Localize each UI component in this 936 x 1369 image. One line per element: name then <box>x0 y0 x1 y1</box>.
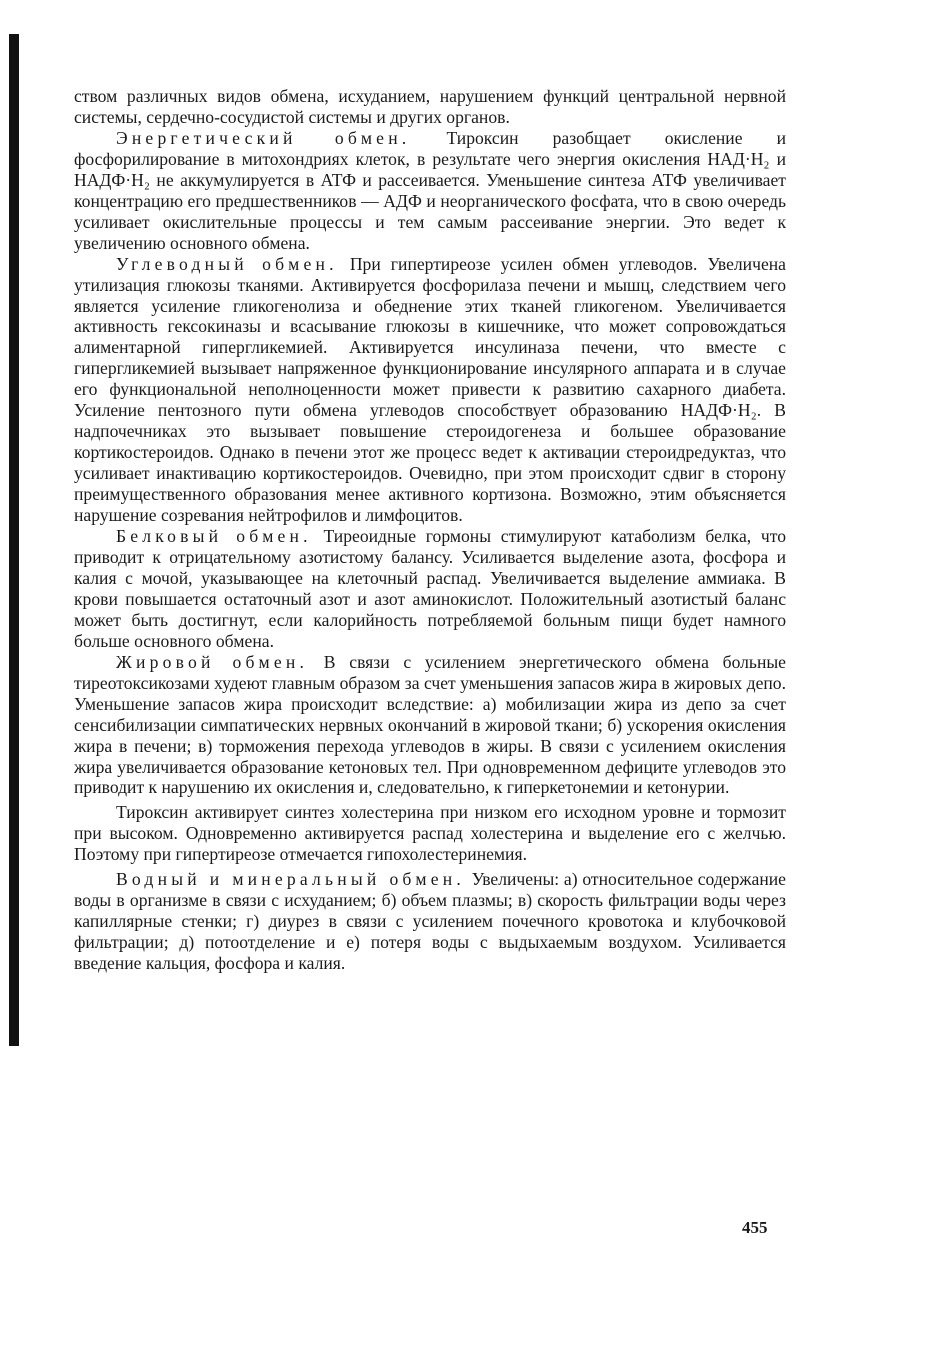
scan-margin-bar <box>9 34 19 1046</box>
paragraph-carbohydrate-metabolism <box>74 254 786 526</box>
paragraph-heading: Водный и минеральный обмен. <box>116 869 465 890</box>
paragraph-heading: Белковый обмен. <box>116 526 312 547</box>
paragraph-continuation <box>74 86 786 128</box>
paragraph-text: ством различных видов обмена, исхуданием, нарушением функций центральной нервной системы, сердечно-сосудистой системы и других органов. <box>74 86 786 127</box>
page-body <box>74 86 786 974</box>
paragraph-text: Увеличены: а) относительное содержание воды в организме в связи с исхуданием; б) объем плазмы; в) скорость фильтрации воды через капиллярные стенки; г) диурез в связи с усилением почечного кровотока и клубочковой фильтрации; д) потоотделение и е) потеря воды с выдыхаемым воздухом. Усиливается введение кальция, фосфора и калия. <box>74 869 786 974</box>
paragraph-text: В связи с усилением энергетического обмена больные тиреотоксикозами худеют главным образом за счет уменьшения запасов жира в жировых депо. Уменьшение запасов жира происходит вследствие: а) мобилизации жира из депо за счет сенсибилизации симпатических нервных окончаний в жировой ткани; б) ускорения окисления жира в печени; в) торможения перехода углеводов в жиры. В связи с усилением окисления жира увеличивается образование кетоновых тел. При одновременном дефиците углеводов это приводит к нарушению их окисления и, следовательно, к гиперкетонемии и кетонурии. <box>74 651 786 798</box>
paragraph-text: При гипертиреозе усилен обмен углеводов. Увеличена утилизация глюкозы тканями. Активируется фосфорилаза печени и мышц, следствием чего является усиление гликогенолиза и обеднение этих тканей гликогеном. Увеличивается активность гексокиназы и всасывание глюкозы в кишечнике, что может сопровождаться алиментарной гипергликемией. Активируется инсулиназа печени, что вместе с гипергликемией вызывает напряженное функционирование инсулярного аппарата и в случае его функциональной неполноценности может привести к развитию сахарного диабета. Усиление пентозного пути обмена углеводов способствует образованию НАДФ·H₂. В надпочечниках это вызывает повышение стероидогенеза и большее образование кортикостероидов. Однако в печени этот же процесс ведет к активации стероидредуктаз, что усиливает инактивацию кортикостероидов. Очевидно, при этом происходит сдвиг в сторону преимущественного образования менее активного кортизона. Возможно, этим объясняется нарушение созревания нейтрофилов и лимфоцитов. <box>74 253 786 526</box>
paragraph-protein-metabolism <box>74 526 786 652</box>
paragraph-text: Тироксин разобщает окисление и фосфорилирование в митохондриях клеток, в результате чего энергия окисления НАД·H₂ и НАДФ·H₂ не аккумулируется в АТФ и рассеивается. Уменьшение синтеза АТФ увеличивает концентрацию его предшественников — АДФ и неорганического фосфата, что в свою очередь усиливает окислительные процессы и тем самым рассеивание энергии. Это ведет к увеличению основного обмена. <box>74 127 787 253</box>
paragraph-heading: Углеводный обмен. <box>116 253 338 274</box>
paragraph-cholesterol <box>74 802 786 865</box>
paragraph-heading: Жировой обмен. <box>116 651 309 672</box>
paragraph-text: Тироксин активирует синтез холестерина при низком его исходном уровне и тормозит при высоком. Одновременно активируется распад холестерина и выделение его с желчью. Поэтому при гипертиреозе отмечается гипохолестеринемия. <box>74 802 786 865</box>
paragraph-fat-metabolism <box>74 652 786 799</box>
page-number: 455 <box>742 1218 768 1237</box>
paragraph-text: Тиреоидные гормоны стимулируют катаболизм белка, что приводит к отрицательному азотистому балансу. Усиливается выделение азота, фосфора и калия с мочой, указывающее на клеточный распад. Увеличивается выделение аммиака. В крови повышается остаточный азот и азот аминокислот. Положительный азотистый баланс может быть достигнут, если калорийность потребляемой больным пищи будет намного больше основного обмена. <box>74 526 786 651</box>
paragraph-water-mineral-metabolism <box>74 869 786 974</box>
paragraph-energy-metabolism <box>74 128 786 254</box>
paragraph-heading: Энергетический обмен. <box>116 127 411 148</box>
